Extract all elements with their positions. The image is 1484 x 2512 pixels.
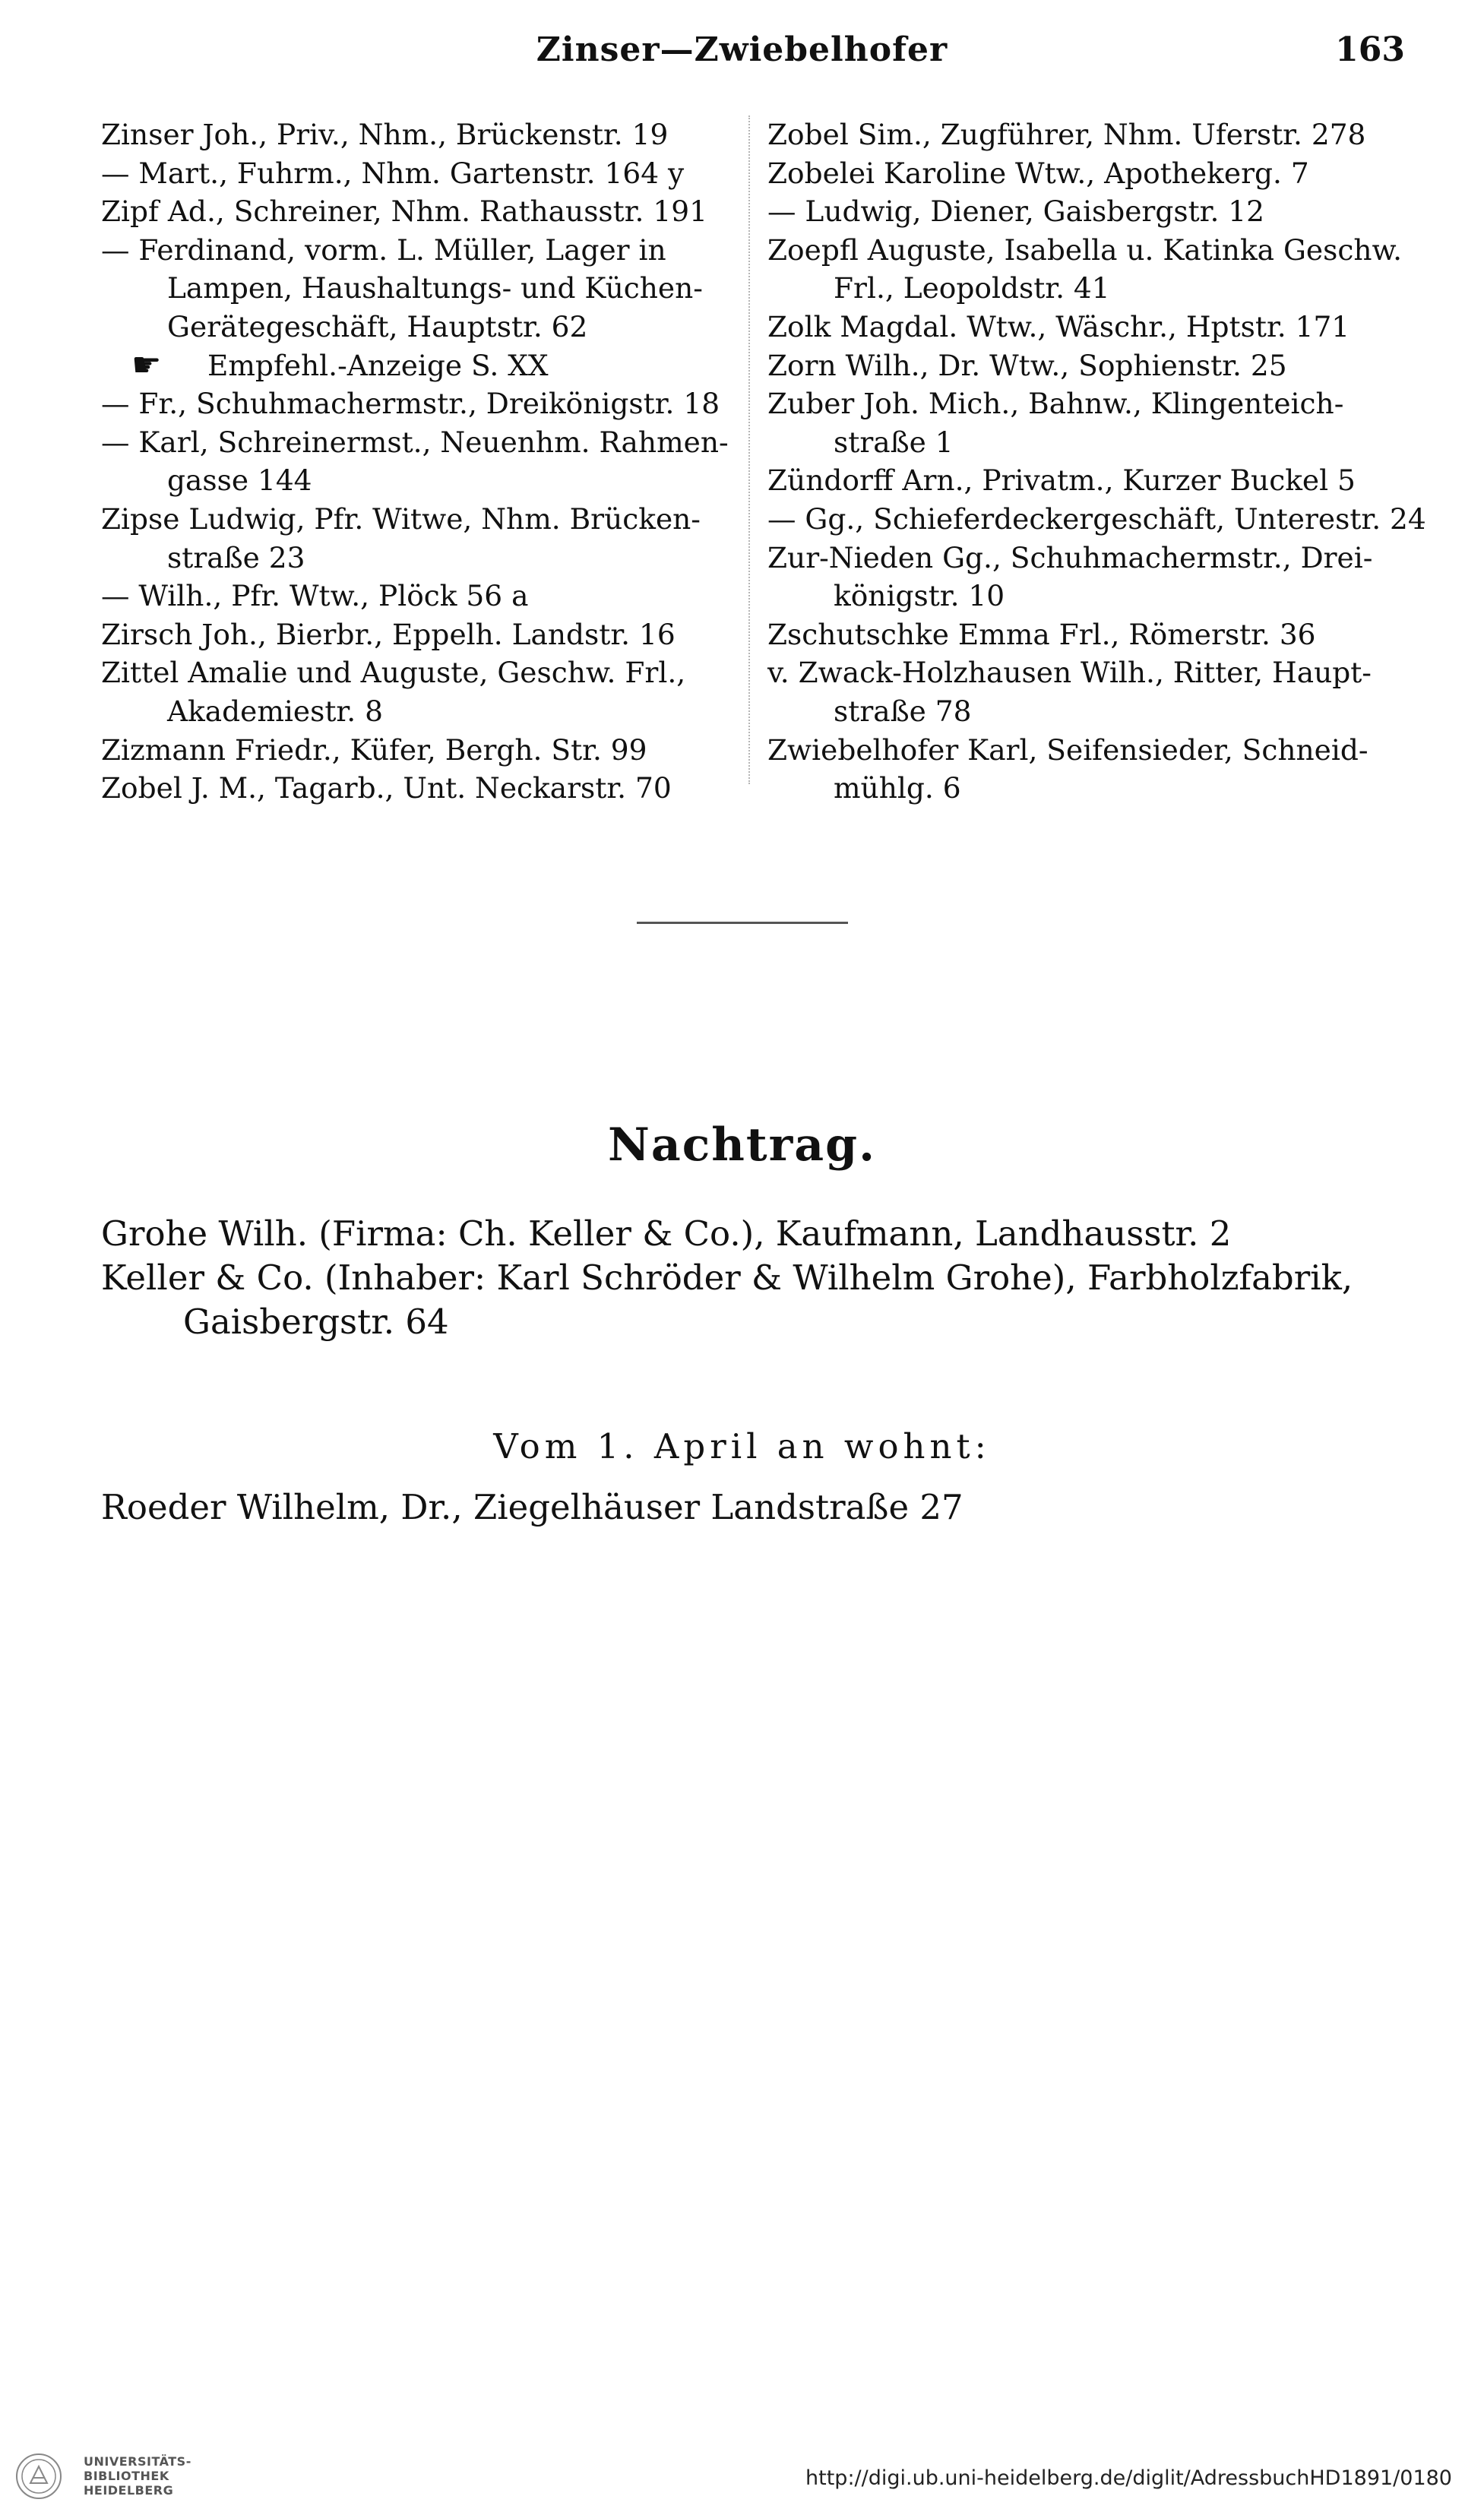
notice-heading: Vom 1. April an wohnt:: [493, 1426, 991, 1466]
entry-line: — Mart., Fuhrm., Nhm. Gartenstr. 164 y: [101, 156, 685, 190]
entry-line: straße 1: [834, 425, 954, 459]
entry-line: Zuber Joh. Mich., Bahnw., Klingenteich-: [767, 387, 1344, 421]
library-name-line: BIBLIOTHEK: [84, 2469, 169, 2483]
entry-line: Zündorff Arn., Privatm., Kurzer Buckel 5: [767, 463, 1356, 498]
entry-line: — Fr., Schuhmachermstr., Dreikönigstr. 18: [101, 387, 720, 421]
left-column: [101, 115, 743, 808]
entry-line: — Wilh., Pfr. Wtw., Plöck 56 a: [101, 579, 529, 613]
entry-line: Zorn Wilh., Dr. Wtw., Sophienstr. 25: [767, 348, 1287, 382]
entry-line: Zizmann Friedr., Küfer, Bergh. Str. 99: [101, 732, 647, 767]
entry-line: straße 23: [167, 540, 305, 574]
entry-line: Gaisbergstr. 64: [183, 1302, 449, 1342]
entry-line: Zittel Amalie und Auguste, Geschw. Frl.,: [101, 656, 686, 690]
entry-line: königstr. 10: [834, 579, 1005, 613]
entry-line: Zipse Ludwig, Pfr. Witwe, Nhm. Brücken-: [101, 501, 701, 536]
entry-line: v. Zwack-Holzhausen Wilh., Ritter, Haupt-: [767, 656, 1372, 690]
library-logo: [15, 2453, 213, 2501]
section-separator: [637, 922, 848, 924]
entry-line: Frl., Leopoldstr. 41: [834, 271, 1110, 305]
entry-line: [101, 346, 743, 385]
library-name: [84, 2454, 191, 2498]
entry-line: Zipf Ad., Schreiner, Nhm. Rathausstr. 191: [101, 195, 707, 229]
entry-line: Zirsch Joh., Bierbr., Eppelh. Landstr. 16: [101, 617, 676, 651]
entry-line: gasse 144: [167, 463, 312, 498]
entry-line: Zwiebelhofer Karl, Seifensieder, Schneid-: [767, 732, 1369, 767]
nachtrag-entries: [101, 1212, 1408, 1344]
entry-line: Akademiestr. 8: [167, 694, 383, 728]
entry-line: straße 78: [834, 694, 972, 728]
entry-line: Gerätegeschäft, Hauptstr. 62: [167, 309, 588, 343]
entry-line: Zobelei Karoline Wtw., Apothekerg. 7: [767, 156, 1309, 190]
entry-line: Zolk Magdal. Wtw., Wäschr., Hptstr. 171: [767, 309, 1350, 343]
entry-line: mühlg. 6: [834, 771, 961, 805]
notice-entries: [101, 1485, 1408, 1530]
page-header-title: Zinser—Zwiebelhofer: [536, 30, 948, 69]
nachtrag-title: Nachtrag.: [608, 1118, 876, 1172]
entry-line: — Ludwig, Diener, Gaisbergstr. 12: [767, 195, 1265, 229]
entry-line: Zobel Sim., Zugführer, Nhm. Uferstr. 278: [767, 118, 1366, 151]
entry-line: Zoepfl Auguste, Isabella u. Katinka Geschw.: [767, 233, 1403, 267]
entry-line: Zur-Nieden Gg., Schuhmachermstr., Drei-: [767, 540, 1373, 574]
entry-line: Grohe Wilh. (Firma: Ch. Keller & Co.), Kaufmann, Landhausstr. 2: [101, 1213, 1232, 1254]
entry-line: Zobel J. M., Tagarb., Unt. Neckarstr. 70: [101, 771, 672, 805]
page-number: 163: [1335, 30, 1405, 69]
entry-line: Lampen, Haushaltungs- und Küchen-: [167, 271, 703, 305]
right-column: [767, 115, 1426, 808]
entry-line: Zinser Joh., Priv., Nhm., Brückenstr. 19: [101, 118, 669, 151]
library-name-line: HEIDELBERG: [84, 2483, 174, 2498]
column-divider: [748, 115, 750, 784]
entry-text: Empfehl.-Anzeige S. XX: [207, 348, 549, 382]
entry-line: Roeder Wilhelm, Dr., Ziegelhäuser Landstraße 27: [101, 1487, 963, 1527]
entry-line: Zschutschke Emma Frl., Römerstr. 36: [767, 617, 1316, 651]
entry-line: — Gg., Schieferdeckergeschäft, Unterestr. 24: [767, 501, 1426, 536]
library-name-line: UNIVERSITÄTS-: [84, 2454, 191, 2469]
entry-line: — Ferdinand, vorm. L. Müller, Lager in: [101, 233, 666, 267]
library-seal-icon: [15, 2453, 62, 2500]
source-url-link[interactable]: http://digi.ub.uni-heidelberg.de/diglit/AdressbuchHD1891/0180: [805, 2466, 1452, 2490]
entry-line: — Karl, Schreinermst., Neuenhm. Rahmen-: [101, 425, 729, 459]
pointing-hand-icon: ☛: [131, 345, 162, 384]
entry-line: Keller & Co. (Inhaber: Karl Schröder & Wilhelm Grohe), Farbholzfabrik,: [101, 1258, 1353, 1298]
